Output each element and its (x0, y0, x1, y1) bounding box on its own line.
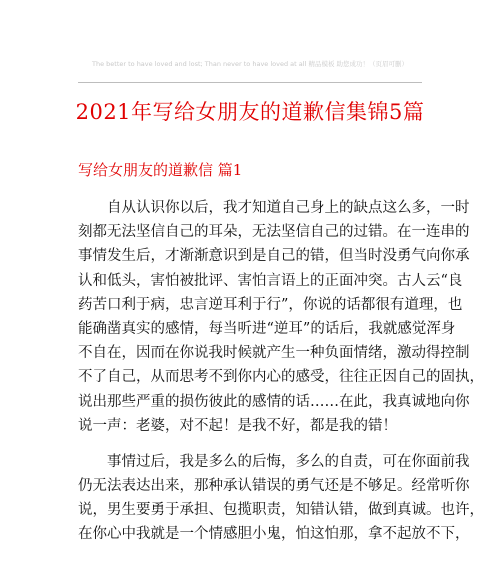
paragraph (78, 196, 484, 438)
text-line: 事情过后，我是多么的后悔，多么的自责，可在你面前我 (107, 453, 470, 470)
text-line: 不自在，因而在你说我时候就产生一种负面情绪，激动得控制 (78, 345, 470, 362)
text-line: 说出那些严重的损伤彼此的感情的话……在此，我真诚地向你 (78, 393, 470, 410)
text-line: 仍无法表达出来，那种承认错误的勇气还是不够足。经常听你 (78, 478, 470, 495)
text-line: 药苦口利于病，忠言逆耳利于行”，你说的话都很有道理，也 (78, 296, 463, 313)
text-line: 自从认识你以后，我才知道自己身上的缺点这么多，一时 (107, 200, 470, 216)
page-header: The better to have loved and lost; Than never to have loved at all 精品模板 助您成功！（页眉可删） (91, 60, 409, 68)
text-line: 在你心中我就是一个情感胆小鬼，怕这怕那，拿不起放不下， (78, 526, 470, 543)
text-line: 说，男生要勇于承担、包揽职责，知错认错，做到真诚。也许， (78, 502, 484, 519)
text-line: 事情发生后，才渐渐意识到是自己的错，但当时没勇气向你承 (78, 248, 470, 265)
header-divider (78, 82, 422, 83)
text-line: 不了自己，从而思考不到你内心的感受，往往正因自己的固执， (78, 369, 484, 386)
document-title: 2021年写给女朋友的道歉信集锦5篇 (75, 100, 425, 124)
section-title: 写给女朋友的道歉信 篇1 (78, 161, 243, 179)
text-line: 能确凿真实的感情，每当听进“逆耳”的话后，我就感觉浑身 (78, 320, 456, 337)
body-text (78, 196, 484, 559)
text-line: 认和低头，害怕被批评、害怕言语上的正面冲突。古人云“良 (78, 272, 463, 289)
paragraph (78, 450, 484, 547)
text-line: 刻都无法坚信自己的耳朵，无法坚信自己的过错。在一连串的 (78, 224, 470, 241)
text-line: 说一声：老婆，对不起！是我不好，都是我的错！ (78, 417, 397, 434)
